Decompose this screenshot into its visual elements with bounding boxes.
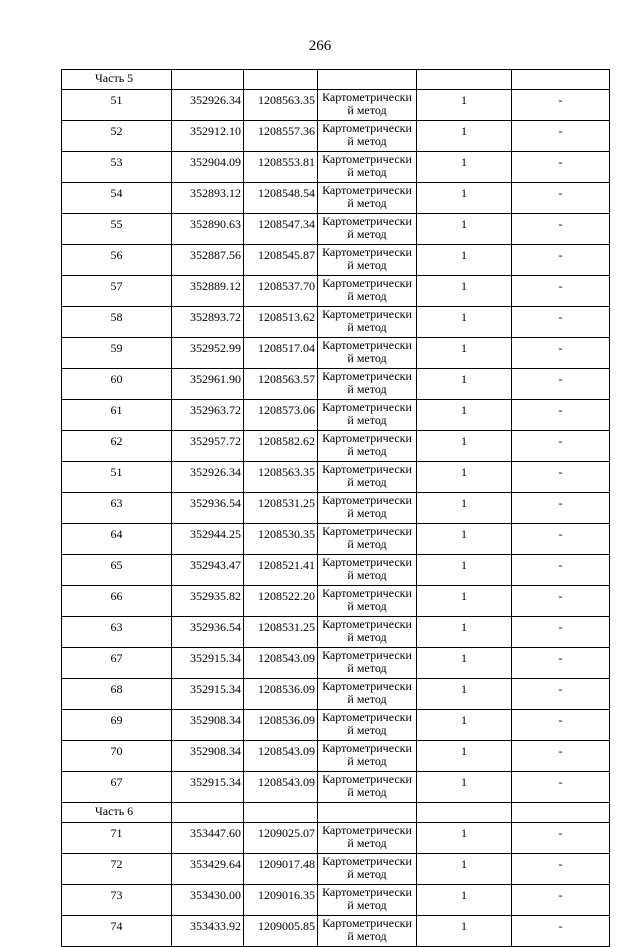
- accuracy-cell: 1: [417, 854, 512, 885]
- method-cell: Картометрически й метод: [318, 741, 417, 772]
- x-coordinate-cell: 352904.09: [172, 152, 244, 183]
- table-row: [62, 431, 610, 462]
- note-cell: -: [512, 245, 610, 276]
- note-cell: -: [512, 493, 610, 524]
- point-number-cell: 58: [62, 307, 172, 338]
- x-coordinate-cell: 353447.60: [172, 823, 244, 854]
- y-coordinate-cell: 1208573.06: [244, 400, 318, 431]
- table-row: [62, 772, 610, 803]
- accuracy-cell: 1: [417, 555, 512, 586]
- note-cell: -: [512, 307, 610, 338]
- table-row: [62, 885, 610, 916]
- table-row: [62, 679, 610, 710]
- y-coordinate-cell: 1208517.04: [244, 338, 318, 369]
- x-coordinate-cell: 352961.90: [172, 369, 244, 400]
- y-coordinate-cell: 1208543.09: [244, 772, 318, 803]
- y-coordinate-cell: 1208563.35: [244, 462, 318, 493]
- y-coordinate-cell: 1208531.25: [244, 617, 318, 648]
- accuracy-cell: 1: [417, 493, 512, 524]
- point-number-cell: 65: [62, 555, 172, 586]
- point-number-cell: 63: [62, 493, 172, 524]
- method-cell: Картометрически й метод: [318, 462, 417, 493]
- note-cell: -: [512, 276, 610, 307]
- method-cell: Картометрически й метод: [318, 90, 417, 121]
- accuracy-cell: 1: [417, 885, 512, 916]
- point-number-cell: 56: [62, 245, 172, 276]
- method-cell: Картометрически й метод: [318, 400, 417, 431]
- table-row: [62, 338, 610, 369]
- accuracy-cell: 1: [417, 710, 512, 741]
- note-cell: -: [512, 152, 610, 183]
- method-cell: Картометрически й метод: [318, 885, 417, 916]
- table-row: [62, 648, 610, 679]
- note-cell: -: [512, 400, 610, 431]
- x-coordinate-cell: 352936.54: [172, 493, 244, 524]
- note-cell: -: [512, 823, 610, 854]
- x-coordinate-cell: 352926.34: [172, 90, 244, 121]
- y-coordinate-cell: 1208530.35: [244, 524, 318, 555]
- section-label: Часть 5: [62, 70, 172, 90]
- y-coordinate-cell: 1208521.41: [244, 555, 318, 586]
- y-coordinate-cell: 1208531.25: [244, 493, 318, 524]
- accuracy-cell: 1: [417, 214, 512, 245]
- table-row: [62, 823, 610, 854]
- accuracy-cell: 1: [417, 245, 512, 276]
- point-number-cell: 52: [62, 121, 172, 152]
- method-cell: Картометрически й метод: [318, 854, 417, 885]
- y-coordinate-cell: 1209017.48: [244, 854, 318, 885]
- accuracy-cell: 1: [417, 307, 512, 338]
- table-row: [62, 369, 610, 400]
- y-coordinate-cell: 1208522.20: [244, 586, 318, 617]
- method-cell: Картометрически й метод: [318, 338, 417, 369]
- x-coordinate-cell: 353433.92: [172, 916, 244, 947]
- point-number-cell: 67: [62, 772, 172, 803]
- note-cell: -: [512, 916, 610, 947]
- accuracy-cell: 1: [417, 741, 512, 772]
- section-empty-cell: [318, 70, 417, 90]
- point-number-cell: 53: [62, 152, 172, 183]
- x-coordinate-cell: 352944.25: [172, 524, 244, 555]
- point-number-cell: 72: [62, 854, 172, 885]
- note-cell: -: [512, 121, 610, 152]
- method-cell: Картометрически й метод: [318, 183, 417, 214]
- method-cell: Картометрически й метод: [318, 586, 417, 617]
- x-coordinate-cell: 352943.47: [172, 555, 244, 586]
- x-coordinate-cell: 352887.56: [172, 245, 244, 276]
- method-cell: Картометрически й метод: [318, 617, 417, 648]
- point-number-cell: 55: [62, 214, 172, 245]
- table-row: [62, 617, 610, 648]
- y-coordinate-cell: 1208563.57: [244, 369, 318, 400]
- section-empty-cell: [417, 70, 512, 90]
- point-number-cell: 71: [62, 823, 172, 854]
- point-number-cell: 70: [62, 741, 172, 772]
- table-row: [62, 916, 610, 947]
- table-row: [62, 90, 610, 121]
- y-coordinate-cell: 1209005.85: [244, 916, 318, 947]
- x-coordinate-cell: 352890.63: [172, 214, 244, 245]
- method-cell: Картометрически й метод: [318, 214, 417, 245]
- x-coordinate-cell: 352926.34: [172, 462, 244, 493]
- accuracy-cell: 1: [417, 648, 512, 679]
- method-cell: Картометрически й метод: [318, 431, 417, 462]
- table-row: [62, 276, 610, 307]
- point-number-cell: 54: [62, 183, 172, 214]
- accuracy-cell: 1: [417, 369, 512, 400]
- x-coordinate-cell: 352908.34: [172, 710, 244, 741]
- point-number-cell: 51: [62, 90, 172, 121]
- method-cell: Картометрически й метод: [318, 823, 417, 854]
- y-coordinate-cell: 1208543.09: [244, 648, 318, 679]
- coordinates-table-body: [62, 70, 610, 947]
- section-empty-cell: [172, 70, 244, 90]
- accuracy-cell: 1: [417, 90, 512, 121]
- method-cell: Картометрически й метод: [318, 307, 417, 338]
- accuracy-cell: 1: [417, 462, 512, 493]
- y-coordinate-cell: 1208582.62: [244, 431, 318, 462]
- note-cell: -: [512, 772, 610, 803]
- method-cell: Картометрически й метод: [318, 710, 417, 741]
- y-coordinate-cell: 1208545.87: [244, 245, 318, 276]
- note-cell: -: [512, 555, 610, 586]
- point-number-cell: 61: [62, 400, 172, 431]
- y-coordinate-cell: 1208536.09: [244, 710, 318, 741]
- method-cell: Картометрически й метод: [318, 916, 417, 947]
- method-cell: Картометрически й метод: [318, 245, 417, 276]
- point-number-cell: 57: [62, 276, 172, 307]
- x-coordinate-cell: 352915.34: [172, 772, 244, 803]
- x-coordinate-cell: 352915.34: [172, 679, 244, 710]
- accuracy-cell: 1: [417, 152, 512, 183]
- method-cell: Картометрически й метод: [318, 555, 417, 586]
- method-cell: Картометрически й метод: [318, 369, 417, 400]
- point-number-cell: 74: [62, 916, 172, 947]
- y-coordinate-cell: 1208513.62: [244, 307, 318, 338]
- accuracy-cell: 1: [417, 679, 512, 710]
- method-cell: Картометрически й метод: [318, 679, 417, 710]
- table-row: [62, 152, 610, 183]
- accuracy-cell: 1: [417, 617, 512, 648]
- x-coordinate-cell: 352963.72: [172, 400, 244, 431]
- accuracy-cell: 1: [417, 338, 512, 369]
- note-cell: -: [512, 462, 610, 493]
- note-cell: -: [512, 885, 610, 916]
- point-number-cell: 59: [62, 338, 172, 369]
- coordinates-table: [61, 69, 610, 947]
- x-coordinate-cell: 352936.54: [172, 617, 244, 648]
- note-cell: -: [512, 679, 610, 710]
- point-number-cell: 51: [62, 462, 172, 493]
- y-coordinate-cell: 1208563.35: [244, 90, 318, 121]
- section-empty-cell: [172, 803, 244, 823]
- note-cell: -: [512, 369, 610, 400]
- y-coordinate-cell: 1208557.36: [244, 121, 318, 152]
- accuracy-cell: 1: [417, 524, 512, 555]
- table-row: [62, 400, 610, 431]
- y-coordinate-cell: 1208543.09: [244, 741, 318, 772]
- section-empty-cell: [244, 70, 318, 90]
- table-row: [62, 524, 610, 555]
- x-coordinate-cell: 352893.72: [172, 307, 244, 338]
- method-cell: Картометрически й метод: [318, 152, 417, 183]
- point-number-cell: 62: [62, 431, 172, 462]
- method-cell: Картометрически й метод: [318, 121, 417, 152]
- note-cell: -: [512, 183, 610, 214]
- table-row: [62, 741, 610, 772]
- point-number-cell: 69: [62, 710, 172, 741]
- x-coordinate-cell: 352957.72: [172, 431, 244, 462]
- note-cell: -: [512, 524, 610, 555]
- note-cell: -: [512, 431, 610, 462]
- point-number-cell: 60: [62, 369, 172, 400]
- x-coordinate-cell: 353429.64: [172, 854, 244, 885]
- point-number-cell: 66: [62, 586, 172, 617]
- note-cell: -: [512, 617, 610, 648]
- accuracy-cell: 1: [417, 586, 512, 617]
- method-cell: Картометрически й метод: [318, 276, 417, 307]
- method-cell: Картометрически й метод: [318, 524, 417, 555]
- accuracy-cell: 1: [417, 121, 512, 152]
- note-cell: -: [512, 90, 610, 121]
- table-row: [62, 121, 610, 152]
- x-coordinate-cell: 352889.12: [172, 276, 244, 307]
- y-coordinate-cell: 1208553.81: [244, 152, 318, 183]
- accuracy-cell: 1: [417, 431, 512, 462]
- note-cell: -: [512, 710, 610, 741]
- section-empty-cell: [512, 70, 610, 90]
- y-coordinate-cell: 1208548.54: [244, 183, 318, 214]
- table-row: [62, 710, 610, 741]
- accuracy-cell: 1: [417, 916, 512, 947]
- accuracy-cell: 1: [417, 183, 512, 214]
- section-header-row: [62, 70, 610, 90]
- section-header-row: [62, 803, 610, 823]
- table-row: [62, 586, 610, 617]
- section-empty-cell: [318, 803, 417, 823]
- point-number-cell: 63: [62, 617, 172, 648]
- note-cell: -: [512, 648, 610, 679]
- table-row: [62, 555, 610, 586]
- section-empty-cell: [417, 803, 512, 823]
- section-empty-cell: [244, 803, 318, 823]
- y-coordinate-cell: 1208536.09: [244, 679, 318, 710]
- note-cell: -: [512, 586, 610, 617]
- note-cell: -: [512, 214, 610, 245]
- y-coordinate-cell: 1208547.34: [244, 214, 318, 245]
- method-cell: Картометрически й метод: [318, 772, 417, 803]
- x-coordinate-cell: 352915.34: [172, 648, 244, 679]
- point-number-cell: 73: [62, 885, 172, 916]
- table-row: [62, 854, 610, 885]
- y-coordinate-cell: 1209025.07: [244, 823, 318, 854]
- accuracy-cell: 1: [417, 823, 512, 854]
- x-coordinate-cell: 352935.82: [172, 586, 244, 617]
- table-row: [62, 214, 610, 245]
- table-row: [62, 462, 610, 493]
- y-coordinate-cell: 1208537.70: [244, 276, 318, 307]
- page-number: 266: [308, 38, 332, 54]
- note-cell: -: [512, 854, 610, 885]
- section-empty-cell: [512, 803, 610, 823]
- x-coordinate-cell: 352908.34: [172, 741, 244, 772]
- method-cell: Картометрически й метод: [318, 648, 417, 679]
- table-row: [62, 307, 610, 338]
- x-coordinate-cell: 352912.10: [172, 121, 244, 152]
- section-label: Часть 6: [62, 803, 172, 823]
- accuracy-cell: 1: [417, 276, 512, 307]
- point-number-cell: 64: [62, 524, 172, 555]
- note-cell: -: [512, 741, 610, 772]
- point-number-cell: 68: [62, 679, 172, 710]
- table-row: [62, 183, 610, 214]
- accuracy-cell: 1: [417, 772, 512, 803]
- table-row: [62, 245, 610, 276]
- x-coordinate-cell: 352893.12: [172, 183, 244, 214]
- table-row: [62, 493, 610, 524]
- method-cell: Картометрически й метод: [318, 493, 417, 524]
- y-coordinate-cell: 1209016.35: [244, 885, 318, 916]
- point-number-cell: 67: [62, 648, 172, 679]
- x-coordinate-cell: 353430.00: [172, 885, 244, 916]
- x-coordinate-cell: 352952.99: [172, 338, 244, 369]
- accuracy-cell: 1: [417, 400, 512, 431]
- note-cell: -: [512, 338, 610, 369]
